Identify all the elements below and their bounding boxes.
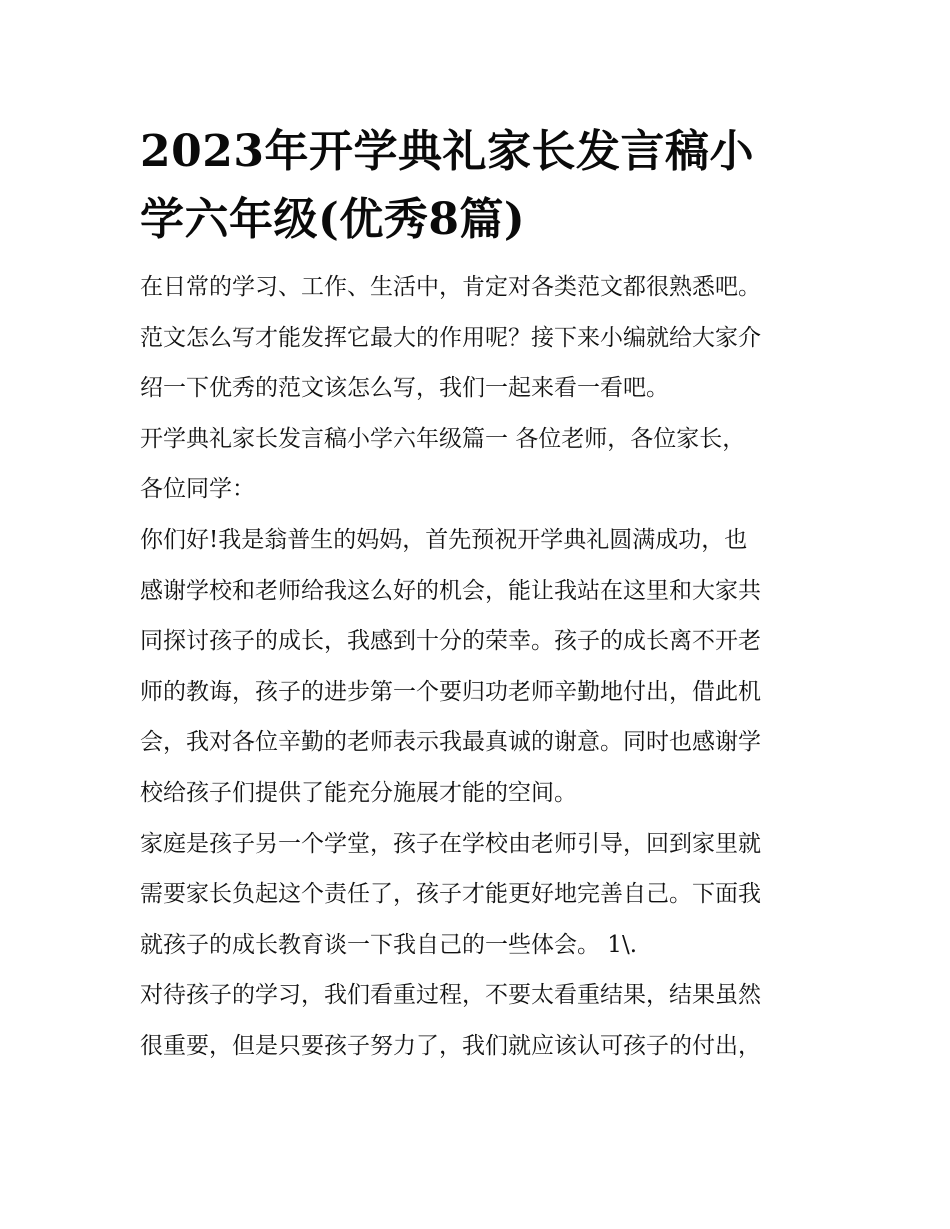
body-line: 同探讨孩子的成长，我感到十分的荣幸。孩子的成长离不开老 [140,628,761,655]
document-title [140,118,820,254]
body-line: 校给孩子们提供了能充分施展才能的空间。 [140,779,577,806]
body-line: 很重要，但是只要孩子努力了，我们就应该认可孩子的付出， [140,1032,761,1059]
body-line: 范文怎么写才能发挥它最大的作用呢？接下来小编就给大家介 [140,324,761,351]
body-line: 需要家长负起这个责任了，孩子才能更好地完善自己。下面我 [140,881,761,908]
body-line: 在日常的学习、工作、生活中，肯定对各类范文都很熟悉吧。 [140,274,761,300]
body-line: 开学典礼家长发言稿小学六年级篇一 各位老师，各位家长， [140,425,746,452]
body-line: 绍一下优秀的范文该怎么写，我们一起来看一看吧。 [140,375,669,402]
title-line: 2023年开学典礼家长发言稿小 [140,126,754,177]
body-line: 师的教诲，孩子的进步第一个要归功老师辛勤地付出，借此机 [140,678,761,705]
body-line: 对待孩子的学习，我们看重过程，不要太看重结果，结果虽然 [140,982,761,1009]
title-line: 学六年级(优秀8篇) [140,194,526,245]
body-line: 家庭是孩子另一个学堂，孩子在学校由老师引导，回到家里就 [140,830,761,857]
body-line: 会，我对各位辛勤的老师表示我最真诚的谢意。同时也感谢学 [140,729,761,756]
body-line: 感谢学校和老师给我这么好的机会，能让我站在这里和大家共 [140,577,761,604]
body-line: 各位同学： [140,476,255,503]
document-page [140,118,820,1072]
body-line: 你们好!我是翁普生的妈妈，首先预祝开学典礼圆满成功，也 [140,526,748,553]
body-line: 就孩子的成长教育谈一下我自己的一些体会。 1\. [140,931,638,958]
document-body [140,262,820,1072]
